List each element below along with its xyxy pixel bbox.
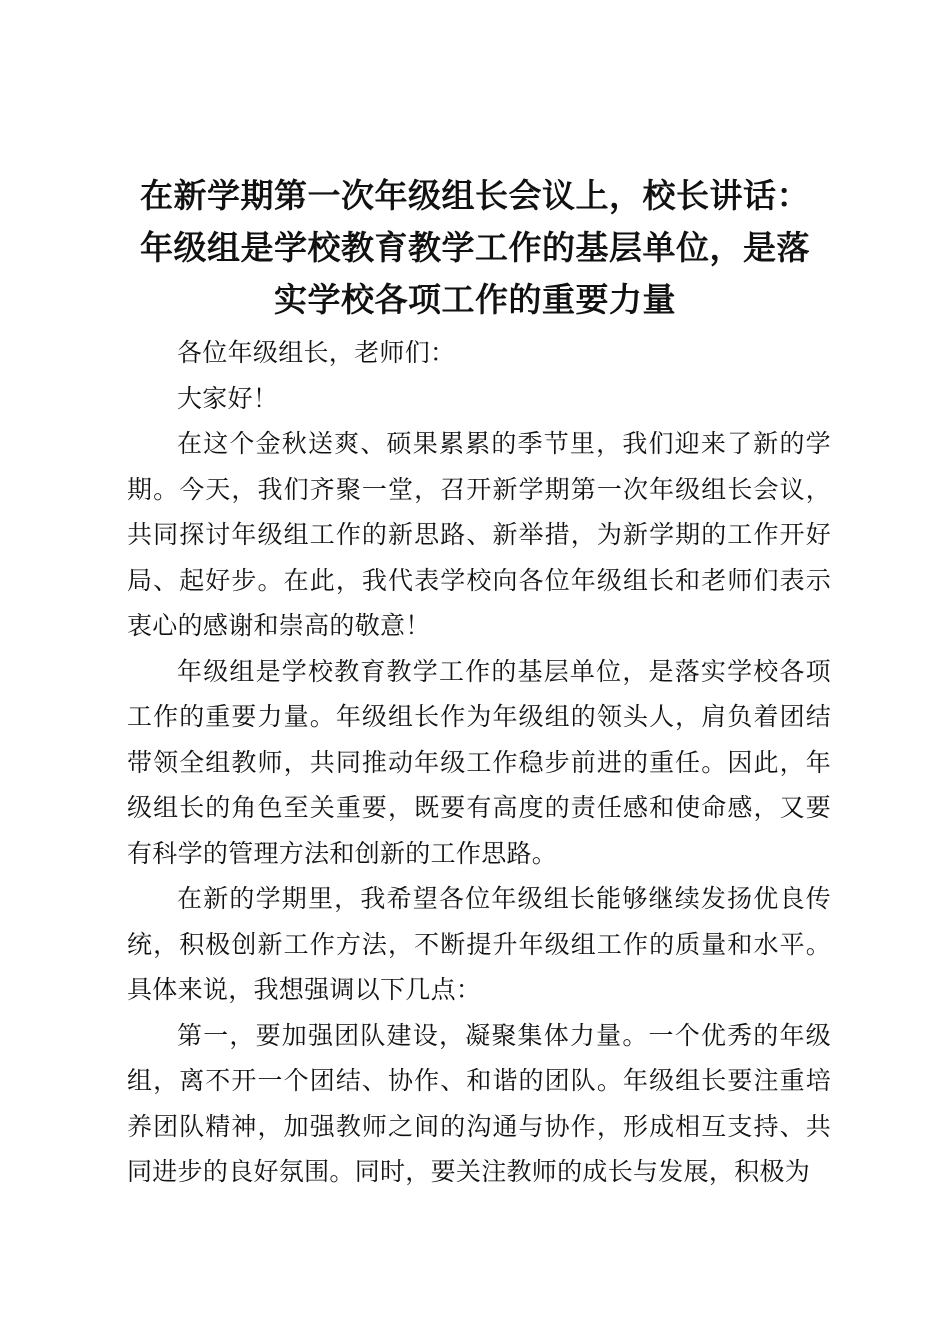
- title-line-1: 在新学期第一次年级组长会议上，校长讲话：: [140, 176, 810, 215]
- greeting: 大家好！: [177, 383, 279, 413]
- paragraph-2: 年级组是学校教育教学工作的基层单位，是落实学校各项工作的重要力量。年级组长作为年级组的领头人，肩负着团结带领全组教师，共同推动年级工作稳步前进的重任。因此，年级组长的角色至关重要，既要有高度的责任感和使命感，又要有科学的管理方法和创新的工作思路。: [127, 656, 831, 868]
- salutation: 各位年级组长，老师们：: [177, 338, 456, 367]
- title-line-2: 年级组是学校教育教学工作的基层单位，是落: [140, 228, 810, 267]
- title-line-3: 实学校各项工作的重要力量: [274, 280, 676, 319]
- document-title: [110, 170, 840, 326]
- document-body: [127, 330, 831, 1195]
- paragraph-1: 在这个金秋送爽、硕果累累的季节里，我们迎来了新的学期。今天，我们齐聚一堂，召开新学期第一次年级组长会议，共同探讨年级组工作的新思路、新举措，为新学期的工作开好局、起好步。在此，我代表学校向各位年级组长和老师们表示衷心的感谢和崇高的敬意！: [127, 429, 831, 640]
- paragraph-3: 在新的学期里，我希望各位年级组长能够继续发扬优良传统，积极创新工作方法，不断提升年级组工作的质量和水平。具体来说，我想强调以下几点：: [127, 884, 831, 1004]
- paragraph-4: 第一，要加强团队建设，凝聚集体力量。一个优秀的年级组，离不开一个团结、协作、和谐的团队。年级组长要注重培养团队精神，加强教师之间的沟通与协作，形成相互支持、共同进步的良好氛围。同时，要关注教师的成长与发展，积极为: [127, 1020, 831, 1186]
